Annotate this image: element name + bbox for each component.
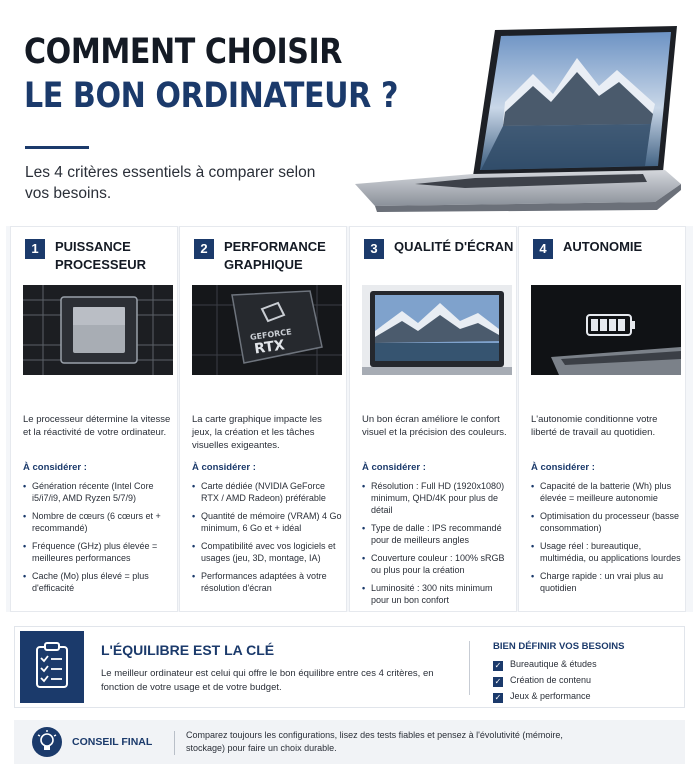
list-item: • Optimisation du processeur (basse consommation) bbox=[531, 510, 681, 534]
card-number: 1 bbox=[25, 239, 45, 259]
need-label: Création de contenu bbox=[510, 675, 592, 685]
card-title: QUALITÉ D'ÉCRAN bbox=[394, 239, 514, 254]
card-title: AUTONOMIE bbox=[563, 239, 643, 254]
list-item: • Cache (Mo) plus élevé = plus d'efficacité bbox=[23, 570, 173, 594]
list-item: • Capacité de la batterie (Wh) plus élevée = meilleure autonomie bbox=[531, 480, 681, 504]
final-advice-title: CONSEIL FINAL bbox=[72, 736, 153, 748]
criteria-list bbox=[362, 480, 512, 612]
card-description: La carte graphique impacte les jeux, la création et les tâches visuelles exigeantes. bbox=[192, 414, 322, 451]
laptop-hero-image bbox=[355, 24, 685, 214]
battery-image bbox=[531, 285, 681, 375]
need-label: Bureautique & études bbox=[510, 659, 597, 669]
title-line-1: COMMENT CHOISIR bbox=[24, 32, 343, 72]
list-item: • Charge rapide : un vrai plus au quotidien bbox=[531, 570, 681, 594]
criterion-card-battery bbox=[518, 226, 686, 612]
criterion-card-processor bbox=[10, 226, 178, 612]
criteria-list bbox=[192, 480, 342, 600]
criterion-card-graphics bbox=[179, 226, 347, 612]
considerer-label: À considérer : bbox=[531, 462, 595, 473]
card-description: L'autonomie conditionne votre liberté de travail au quotidien. bbox=[531, 414, 658, 438]
needs-title: BIEN DÉFINIR VOS BESOINS bbox=[493, 641, 625, 652]
list-item: • Carte dédiée (NVIDIA GeForce RTX / AMD Radeon) préférable bbox=[192, 480, 342, 504]
card-number: 3 bbox=[364, 239, 384, 259]
final-advice-text: Comparez toujours les configurations, lisez des tests fiables et pensez à l'évolutivité (mémoire, stockage) pour faire un choix durable. bbox=[186, 730, 563, 753]
checkbox-checked-icon: ✓ bbox=[494, 677, 502, 686]
list-item: • Usage réel : bureautique, multimédia, ou applications lourdes bbox=[531, 540, 681, 564]
list-item: • Type de dalle : IPS recommandé pour de meilleurs angles bbox=[362, 522, 512, 546]
considerer-label: À considérer : bbox=[362, 462, 426, 473]
final-advice-section bbox=[14, 720, 685, 764]
considerer-label: À considérer : bbox=[23, 462, 87, 473]
need-item bbox=[493, 675, 591, 687]
need-label: Jeux & performance bbox=[510, 691, 591, 701]
criteria-list bbox=[23, 480, 173, 600]
clipboard-checklist-icon bbox=[20, 631, 84, 703]
gpu-model-text: RTX bbox=[253, 337, 286, 358]
card-title: PUISSANCE PROCESSEUR bbox=[55, 239, 147, 272]
list-item: • Luminosité : 300 nits minimum pour un bon confort bbox=[362, 582, 512, 606]
list-item: • Génération récente (Intel Core i5/i7/i9, AMD Ryzen 5/7/9) bbox=[23, 480, 173, 504]
checkbox-checked-icon: ✓ bbox=[494, 693, 502, 702]
checkbox-checked-icon: ✓ bbox=[494, 661, 502, 670]
title-line-2: LE BON ORDINATEUR ? bbox=[24, 76, 399, 116]
criterion-card-screen bbox=[349, 226, 517, 612]
balance-title: L'ÉQUILIBRE EST LA CLÉ bbox=[101, 642, 275, 658]
criteria-cards bbox=[6, 226, 693, 612]
card-number: 2 bbox=[194, 239, 214, 259]
list-item: • Compatibilité avec vos logiciels et usages (jeu, 3D, montage, IA) bbox=[192, 540, 342, 564]
page-subtitle: Les 4 critères essentiels à comparer selon vos besoins. bbox=[25, 164, 316, 202]
considerer-label: À considérer : bbox=[192, 462, 256, 473]
laptop-screen-image bbox=[362, 285, 512, 375]
list-item: • Nombre de cœurs (6 cœurs et + recommandé) bbox=[23, 510, 173, 534]
divider bbox=[469, 641, 470, 695]
list-item: • Quantité de mémoire (VRAM) 4 Go minimum, 6 Go et + idéal bbox=[192, 510, 342, 534]
card-title: PERFORMANCE GRAPHIQUE bbox=[224, 239, 326, 272]
list-item: • Performances adaptées à votre résolution d'écran bbox=[192, 570, 342, 594]
balance-section bbox=[14, 626, 685, 708]
title-underline bbox=[25, 146, 89, 149]
card-description: Un bon écran améliore le confort visuel et la précision des couleurs. bbox=[362, 414, 507, 438]
balance-text: Le meilleur ordinateur est celui qui offre le bon équilibre entre ces 4 critères, en fonction de votre usage et de votre budget. bbox=[101, 668, 434, 693]
list-item: • Résolution : Full HD (1920x1080) minimum, QHD/4K pour plus de détail bbox=[362, 480, 512, 516]
need-item bbox=[493, 691, 591, 703]
criteria-list bbox=[531, 480, 681, 600]
need-item bbox=[493, 659, 597, 671]
card-number: 4 bbox=[533, 239, 553, 259]
divider bbox=[174, 731, 175, 755]
list-item: • Fréquence (GHz) plus élevée = meilleures performances bbox=[23, 540, 173, 564]
card-description: Le processeur détermine la vitesse et la réactivité de votre ordinateur. bbox=[23, 414, 171, 438]
cpu-chip-image bbox=[23, 285, 173, 375]
lightbulb-icon bbox=[32, 727, 62, 757]
gpu-brand-text: GEFORCE bbox=[249, 327, 293, 343]
list-item: • Couverture couleur : 100% sRGB ou plus pour la création bbox=[362, 552, 512, 576]
gpu-chip-image bbox=[192, 285, 342, 375]
